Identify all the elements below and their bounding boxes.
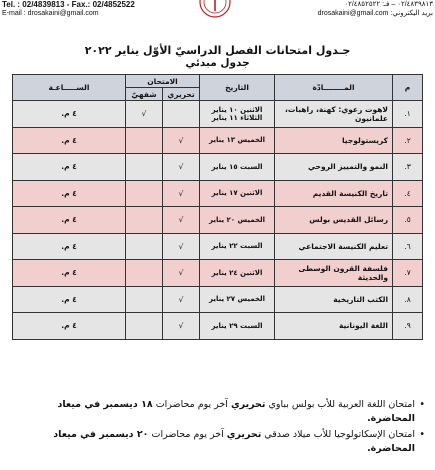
row-time: ٤ م. bbox=[13, 180, 126, 207]
row-written-check: √ bbox=[163, 286, 200, 313]
row-time: ٤ م. bbox=[13, 286, 126, 313]
row-date: الاثنين ٢٤ يناير bbox=[200, 260, 275, 287]
row-subject: رسائل القديس بولس bbox=[275, 207, 393, 234]
row-written-check: √ bbox=[163, 154, 200, 181]
row-subject: تاريخ الكنيسة القديم bbox=[275, 180, 393, 207]
row-oral-check bbox=[126, 286, 163, 313]
note-pre: امتحان الإسكاتولوجيا للأب ميلاد صدقي bbox=[261, 429, 415, 440]
note-bold2: ١٨ ديسمبر في ميعاد المحاضرة. bbox=[57, 399, 415, 424]
letterhead bbox=[0, 0, 435, 22]
note-mid: آخر يوم محاضرات bbox=[152, 399, 231, 410]
row-oral-check bbox=[126, 127, 163, 154]
header-exam: الامتحان bbox=[126, 75, 200, 88]
row-num: ٧. bbox=[393, 260, 423, 287]
row-date: الخميس ٢٠ يناير bbox=[200, 207, 275, 234]
bullet-icon: • bbox=[419, 429, 425, 440]
note-bold1: تحريري bbox=[226, 429, 262, 440]
row-date: الخميس ٢٧ يناير bbox=[200, 286, 275, 313]
exam-schedule-table bbox=[12, 74, 423, 340]
row-written-check: √ bbox=[163, 207, 200, 234]
row-num: ٣. bbox=[393, 154, 423, 181]
row-subject: كريستولوجيا bbox=[275, 127, 393, 154]
header-time: الســـــاعـة bbox=[13, 75, 126, 101]
note-pre: امتحان اللغة العربية للأب بولس بباوي bbox=[265, 399, 415, 410]
header-subject: المــــــــادّة bbox=[275, 75, 393, 101]
row-subject: تعليم الكنيسة الاجتماعي bbox=[275, 233, 393, 260]
bullet-icon: • bbox=[419, 399, 425, 410]
header-date: التاريخ bbox=[200, 75, 275, 101]
email-left: E-mail : drosakaini@gmail.com bbox=[2, 10, 99, 17]
table-row bbox=[13, 207, 423, 234]
row-oral-check bbox=[126, 260, 163, 287]
tel-fax: Tel. : 02/4839813 - Fax.: 02/4852522 bbox=[2, 0, 135, 9]
row-subject: اللغة اليونانية bbox=[275, 313, 393, 340]
row-time: ٤ م. bbox=[13, 154, 126, 181]
row-subject: فلسفة القرون الوسطى والحديثة bbox=[275, 260, 393, 287]
row-date: السبت ٢٩ يناير bbox=[200, 313, 275, 340]
notes bbox=[10, 398, 425, 458]
page-title: جـدول امتحانات الفصل الدراسيّ الأوّل يناير ٢٠٢٢ bbox=[84, 44, 351, 57]
note-bold1: تحريري bbox=[230, 399, 266, 410]
row-date: الخميس ١٣ يناير bbox=[200, 127, 275, 154]
row-oral-check bbox=[126, 154, 163, 181]
row-num: ٩. bbox=[393, 313, 423, 340]
row-time: ٤ م. bbox=[13, 233, 126, 260]
row-subject: النمو والتمييز الروحي bbox=[275, 154, 393, 181]
row-written-check: √ bbox=[163, 127, 200, 154]
table-row bbox=[13, 127, 423, 154]
note-bold2: ٢٠ ديسمبر في ميعاد المحاضرة. bbox=[53, 429, 415, 454]
letterhead-right bbox=[318, 0, 433, 18]
table-row bbox=[13, 101, 423, 128]
row-time: ٤ م. bbox=[13, 260, 126, 287]
table-row bbox=[13, 260, 423, 287]
letterhead-left bbox=[2, 0, 135, 18]
note-mid: آخر يوم محاضرات bbox=[148, 429, 227, 440]
table-row bbox=[13, 180, 423, 207]
table-row bbox=[13, 286, 423, 313]
row-time: ٤ م. bbox=[13, 313, 126, 340]
row-subject: الكتب التاريخية bbox=[275, 286, 393, 313]
phone-ar: ٠٢/٤٨٣٩٨١٣ – فـ: ٠٢/٤٨٥٢٥٢٢ bbox=[344, 1, 433, 8]
row-num: ٥. bbox=[393, 207, 423, 234]
row-num: ٦. bbox=[393, 233, 423, 260]
row-oral-check bbox=[126, 180, 163, 207]
row-written-check bbox=[163, 101, 200, 128]
note-item bbox=[10, 398, 425, 426]
header-oral: شفهيّ bbox=[126, 88, 163, 101]
row-num: ٨. bbox=[393, 286, 423, 313]
row-date: السبت ١٥ يناير bbox=[200, 154, 275, 181]
row-date: السبت ٢٢ يناير bbox=[200, 233, 275, 260]
row-num: ١. bbox=[393, 101, 423, 128]
row-oral-check bbox=[126, 233, 163, 260]
row-subject: لاهوت رعوي: كهنة، راهبات، علمانيون bbox=[275, 101, 393, 128]
row-written-check: √ bbox=[163, 233, 200, 260]
row-num: ٤. bbox=[393, 180, 423, 207]
row-num: ٢. bbox=[393, 127, 423, 154]
page-subtitle: جدول مبدئي bbox=[185, 57, 250, 69]
note-item bbox=[10, 428, 425, 456]
row-written-check: √ bbox=[163, 313, 200, 340]
email-right-label: بريد اليكتروني: bbox=[390, 10, 433, 17]
row-date: الاثنين ١٧ يناير bbox=[200, 180, 275, 207]
table-row bbox=[13, 233, 423, 260]
row-written-check: √ bbox=[163, 260, 200, 287]
table-row bbox=[13, 313, 423, 340]
row-oral-check: √ bbox=[126, 101, 163, 128]
header-num: م bbox=[393, 75, 423, 101]
row-oral-check bbox=[126, 207, 163, 234]
row-time: ٤ م. bbox=[13, 101, 126, 128]
row-written-check: √ bbox=[163, 180, 200, 207]
header-written: تحريري bbox=[163, 88, 200, 101]
email-right: drosakaini@gmail.com bbox=[317, 10, 389, 17]
row-time: ٤ م. bbox=[13, 207, 126, 234]
row-time: ٤ م. bbox=[13, 127, 126, 154]
seal-logo-icon bbox=[198, 0, 232, 20]
row-date: الاثنين ١٠ يناير الثلاثاء ١١ يناير bbox=[200, 101, 275, 128]
table-row bbox=[13, 154, 423, 181]
row-oral-check bbox=[126, 313, 163, 340]
